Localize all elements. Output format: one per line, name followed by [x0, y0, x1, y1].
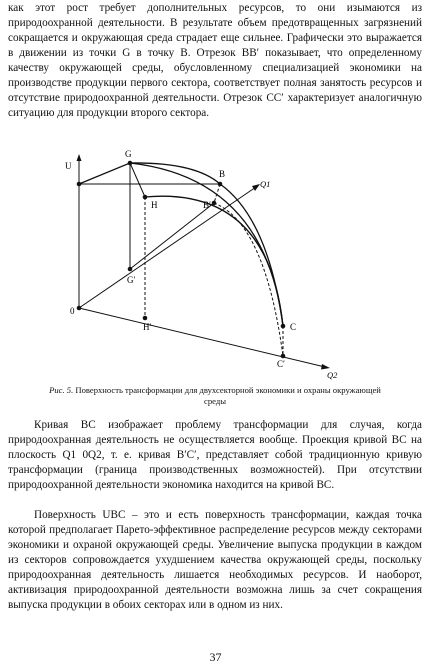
curve-g-b — [130, 163, 220, 184]
point-cprime — [281, 354, 286, 359]
label-h: H — [151, 200, 158, 210]
transformation-surface-figure — [0, 148, 431, 383]
label-gprime: G′ — [127, 275, 136, 285]
caption-label: Рис. 5. — [49, 385, 74, 395]
label-q2: Q2 — [327, 370, 338, 380]
point-o — [77, 306, 82, 311]
line-gprime-bprime — [130, 203, 214, 269]
figure-caption — [40, 385, 390, 407]
label-u: U — [65, 161, 72, 171]
page-number: 37 — [209, 650, 222, 664]
paragraph-curve-bc: Кривая BC изображает проблему трансформации для случая, когда природоохранная деятельность не осуществляется вообще. Проекция кривой BC на плоскость Q1 0Q2, т. е. кривая B′C′, представляет собой традиционную кривую трансформации (граница производственных возможностей). При отсутствии природоохранной деятельности экономика находится на кривой BC. — [8, 419, 422, 491]
point-c — [281, 324, 286, 329]
point-hprime — [143, 316, 148, 321]
point-g — [128, 161, 133, 166]
axis-u-arrow — [77, 154, 82, 161]
point-h — [143, 195, 148, 200]
point-u — [77, 182, 82, 187]
label-g: G — [125, 149, 132, 159]
label-c: C — [290, 322, 297, 332]
paragraph-intro: как этот рост требует дополнительных ресурсов, то они изымаются из природоохранной деятельности. В результате объем предотвращенных загрязнений сокращается и окружающая среда страдает еще сильнее. Графически это выражается в движении из точки G в точку B. Отрезок BB′ показывает, что определенному качеству окружающей среды, обусловленному специализацией экономики на производстве продукции первого сектора, соответствует полная занятость ресурсов и отсутствие природоохранной деятельности. Отрезок CC′ характеризует аналогичную ситуацию для продукции второго сектора. — [8, 2, 422, 119]
label-origin: 0 — [70, 306, 75, 316]
label-cprime: C′ — [277, 359, 285, 369]
line-g-h — [130, 163, 145, 197]
caption-text: Поверхность трансформации для двухсекторной экономики и охраны окружающей среды — [75, 385, 381, 406]
edge-u-g — [79, 163, 130, 184]
label-b: B — [219, 169, 226, 179]
axis-q2-arrow — [321, 364, 330, 370]
axis-q1-arrow — [252, 184, 260, 191]
label-hprime: H′ — [143, 322, 152, 332]
label-bprime: B′ — [203, 200, 211, 210]
point-b — [218, 182, 223, 187]
paragraph-surface-ubc: Поверхность UBC – это и есть поверхность трансформации, каждая точка которой предполагает Парето-эффективное распределение ресурсов между секторами экономики и охраной окружающей среды. Увеличение выпуска продукции в каждом из секторов сопровождается ухудшением качества окружающей среды, поскольку природоохранная деятельность лишается необходимых ресурсов. И наоборот, активизация природоохранной деятельности возможна лишь за счет сокращения выпуска продукции в обоих секторах или в одном из них. — [8, 509, 422, 611]
label-q1: Q1 — [260, 179, 271, 189]
point-bprime — [212, 201, 217, 206]
point-gprime — [128, 267, 133, 272]
axis-q2 — [79, 308, 325, 367]
